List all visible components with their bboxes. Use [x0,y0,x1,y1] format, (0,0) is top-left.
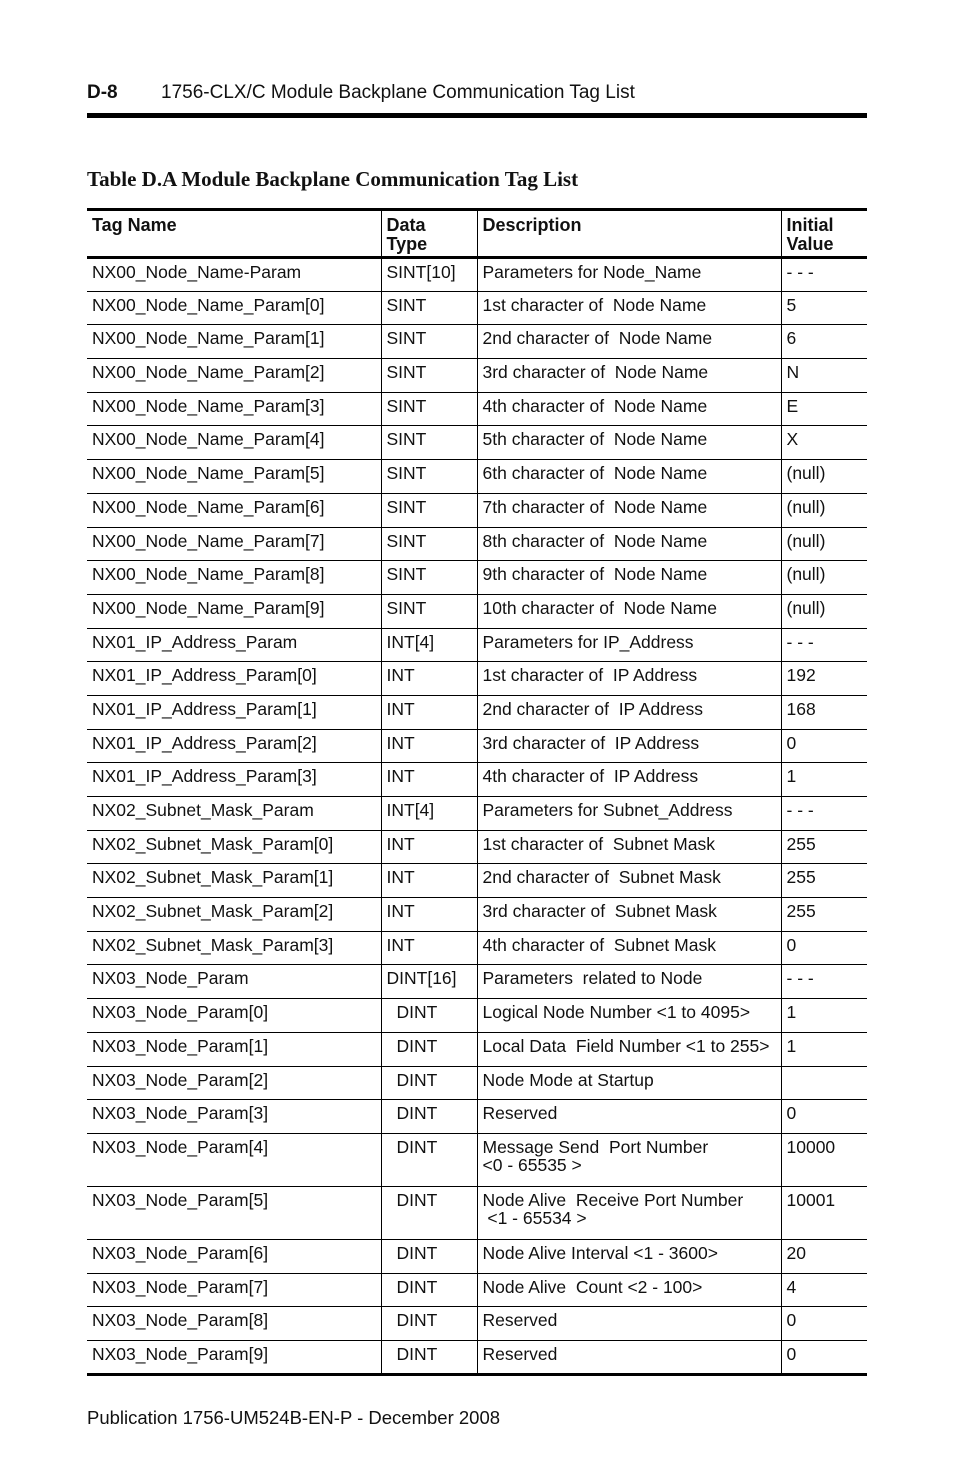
description-line: 1st character of Subnet Mask [482,833,715,854]
table-row [87,729,867,763]
description-cell [477,1100,781,1134]
description-line: 1st character of IP Address [482,665,698,686]
table-row [87,325,867,359]
data-type-cell: INT [381,864,477,898]
tag-name-cell: NX00_Node_Name-Param [87,258,381,292]
data-type-cell: DINT[16] [381,965,477,999]
column-header-line: Value [786,234,834,254]
data-type-cell: INT [381,695,477,729]
description-cell [477,493,781,527]
description-cell [477,359,781,393]
column-header-line: Tag Name [92,215,177,235]
data-type-cell: DINT [381,1239,477,1273]
description-line: Local Data Field Number <1 to 255> [482,1035,770,1056]
data-type-cell: SINT [381,594,477,628]
initial-value-cell: 10000 [781,1133,867,1186]
tag-name-cell: NX01_IP_Address_Param[2] [87,729,381,763]
description-cell [477,830,781,864]
column-header-tag-name [87,210,381,258]
table-row [87,695,867,729]
table-row [87,1239,867,1273]
tag-name-cell: NX03_Node_Param[5] [87,1186,381,1239]
description-cell [477,1273,781,1307]
data-type-cell: SINT [381,561,477,595]
table-row [87,392,867,426]
tag-name-cell: NX00_Node_Name_Param[7] [87,527,381,561]
tag-name-cell: NX02_Subnet_Mask_Param [87,797,381,831]
description-cell [477,662,781,696]
tag-name-cell: NX00_Node_Name_Param[4] [87,426,381,460]
data-type-cell: INT [381,729,477,763]
data-type-cell: DINT [381,1032,477,1066]
table-row [87,426,867,460]
tag-name-cell: NX03_Node_Param[9] [87,1340,381,1374]
initial-value-cell: (null) [781,460,867,494]
description-line: Parameters for Node_Name [482,262,702,282]
initial-value-cell: N [781,359,867,393]
data-type-cell: DINT [381,1307,477,1341]
tag-name-cell: NX03_Node_Param[6] [87,1239,381,1273]
description-line: 8th character of Node Name [482,530,708,551]
table-row [87,931,867,965]
table-row [87,628,867,662]
description-line: 2nd character of Node Name [482,328,713,349]
tag-name-cell: NX00_Node_Name_Param[8] [87,561,381,595]
description-line: Node Alive Count <2 - 100> [482,1276,703,1297]
data-type-cell: INT [381,898,477,932]
initial-value-cell: 20 [781,1239,867,1273]
table-row [87,291,867,325]
description-line: 5th character of Node Name [482,429,708,450]
data-type-cell: SINT [381,291,477,325]
table-row [87,797,867,831]
table-row [87,1066,867,1100]
tag-name-cell: NX00_Node_Name_Param[5] [87,460,381,494]
table-row [87,1133,867,1186]
table-body [87,258,867,1375]
data-type-cell: INT [381,830,477,864]
table-row [87,864,867,898]
description-line: Node Mode at Startup [482,1069,654,1090]
tag-name-cell: NX01_IP_Address_Param[3] [87,763,381,797]
table-row [87,594,867,628]
description-line: 9th character of Node Name [482,564,708,585]
description-line: 1st character of Node Name [482,294,707,315]
initial-value-cell: - - - [781,797,867,831]
data-type-cell: DINT [381,999,477,1033]
description-line: 10th character of Node Name [482,597,717,618]
description-line: 7th character of Node Name [482,496,708,517]
description-line: Node Alive Receive Port Number [482,1189,744,1210]
description-line: Reserved [482,1103,558,1124]
description-cell [477,258,781,292]
tag-name-cell: NX00_Node_Name_Param[3] [87,392,381,426]
data-type-cell: SINT[10] [381,258,477,292]
tag-name-cell: NX03_Node_Param[8] [87,1307,381,1341]
table-caption: Table D.A Module Backplane Communication Tag List [87,167,579,191]
tag-list-table [87,208,867,1376]
data-type-cell: DINT [381,1066,477,1100]
initial-value-cell: 255 [781,864,867,898]
description-cell [477,1066,781,1100]
description-line: 3rd character of Subnet Mask [482,901,717,922]
description-cell [477,898,781,932]
table-row [87,493,867,527]
description-line: Message Send Port Number [482,1136,709,1157]
publication-footer: Publication 1756-UM524B-EN-P - December 2008 [87,1407,501,1428]
tag-name-cell: NX00_Node_Name_Param[9] [87,594,381,628]
initial-value-cell: 1 [781,1032,867,1066]
tag-name-cell: NX03_Node_Param[1] [87,1032,381,1066]
description-cell [477,1186,781,1239]
initial-value-cell [781,1066,867,1100]
tag-name-cell: NX00_Node_Name_Param[1] [87,325,381,359]
initial-value-cell: - - - [781,258,867,292]
tag-name-cell: NX03_Node_Param[2] [87,1066,381,1100]
tag-name-cell: NX03_Node_Param[4] [87,1133,381,1186]
data-type-cell: DINT [381,1273,477,1307]
initial-value-cell: 5 [781,291,867,325]
initial-value-cell: - - - [781,965,867,999]
table-row [87,1273,867,1307]
initial-value-cell: (null) [781,527,867,561]
data-type-cell: INT [381,662,477,696]
description-cell [477,931,781,965]
initial-value-cell: 0 [781,1100,867,1134]
initial-value-cell: (null) [781,561,867,595]
description-cell [477,695,781,729]
tag-name-cell: NX01_IP_Address_Param [87,628,381,662]
description-line: 4th character of Node Name [482,395,708,416]
description-cell [477,392,781,426]
data-type-cell: SINT [381,325,477,359]
description-line: Parameters for IP_Address [482,631,694,652]
initial-value-cell: X [781,426,867,460]
data-type-cell: DINT [381,1133,477,1186]
table-header-row [87,210,867,258]
column-header-description [477,210,781,258]
description-line: Reserved [482,1343,558,1364]
description-cell [477,561,781,595]
description-cell [477,1239,781,1273]
data-type-cell: INT [381,763,477,797]
tag-name-cell: NX03_Node_Param [87,965,381,999]
description-cell [477,1340,781,1374]
description-line: 4th character of Subnet Mask [482,934,716,955]
initial-value-cell: (null) [781,594,867,628]
initial-value-cell: (null) [781,493,867,527]
initial-value-cell: 1 [781,999,867,1033]
table-row [87,258,867,292]
data-type-cell: SINT [381,392,477,426]
description-line: Reserved [482,1310,558,1331]
table-row [87,965,867,999]
table-row [87,662,867,696]
page-number: D-8 [87,82,118,103]
table-row [87,527,867,561]
data-type-cell: SINT [381,493,477,527]
initial-value-cell: 0 [781,729,867,763]
description-cell [477,426,781,460]
description-cell [477,527,781,561]
tag-name-cell: NX02_Subnet_Mask_Param[1] [87,864,381,898]
table-row [87,561,867,595]
description-line: Node Alive Interval <1 - 3600> [482,1242,718,1263]
initial-value-cell: - - - [781,628,867,662]
description-line: 4th character of IP Address [482,766,699,787]
data-type-cell: DINT [381,1340,477,1374]
running-title: 1756-CLX/C Module Backplane Communication Tag List [161,82,635,103]
data-type-cell: SINT [381,527,477,561]
tag-name-cell: NX01_IP_Address_Param[1] [87,695,381,729]
description-line: Parameters related to Node [482,968,703,989]
description-cell [477,1307,781,1341]
header-rule [87,113,867,118]
table-row [87,460,867,494]
description-line: Parameters for Subnet_Address [482,800,733,820]
description-cell [477,1133,781,1186]
description-cell [477,965,781,999]
description-line: 2nd character of IP Address [482,698,704,719]
initial-value-cell: 1 [781,763,867,797]
table-row [87,999,867,1033]
data-type-cell: DINT [381,1186,477,1239]
tag-name-cell: NX02_Subnet_Mask_Param[0] [87,830,381,864]
data-type-cell: DINT [381,1100,477,1134]
description-cell [477,729,781,763]
description-cell [477,797,781,831]
table-row [87,1100,867,1134]
description-line: 6th character of Node Name [482,463,708,484]
tag-name-cell: NX01_IP_Address_Param[0] [87,662,381,696]
initial-value-cell: 255 [781,830,867,864]
data-type-cell: SINT [381,426,477,460]
initial-value-cell: 255 [781,898,867,932]
initial-value-cell: 0 [781,1307,867,1341]
column-header-line: Initial [786,215,834,235]
description-line: Logical Node Number <1 to 4095> [482,1002,751,1023]
table-row [87,359,867,393]
description-line: <0 - 65535 > [482,1154,582,1175]
table-row [87,898,867,932]
initial-value-cell: 192 [781,662,867,696]
column-header-line: Data [386,215,426,235]
table-row [87,1186,867,1239]
table-row [87,763,867,797]
data-type-cell: SINT [381,460,477,494]
initial-value-cell: E [781,392,867,426]
tag-name-cell: NX03_Node_Param[7] [87,1273,381,1307]
description-cell [477,864,781,898]
column-header-data-type [381,210,477,258]
table-row [87,1307,867,1341]
tag-name-cell: NX00_Node_Name_Param[6] [87,493,381,527]
tag-name-cell: NX03_Node_Param[0] [87,999,381,1033]
initial-value-cell: 4 [781,1273,867,1307]
tag-name-cell: NX02_Subnet_Mask_Param[3] [87,931,381,965]
description-cell [477,628,781,662]
description-cell [477,1032,781,1066]
tag-name-cell: NX00_Node_Name_Param[2] [87,359,381,393]
description-cell [477,999,781,1033]
tag-name-cell: NX02_Subnet_Mask_Param[2] [87,898,381,932]
description-cell [477,594,781,628]
table-row [87,1340,867,1374]
description-line: 3rd character of Node Name [482,362,709,383]
initial-value-cell: 10001 [781,1186,867,1239]
table-row [87,830,867,864]
tag-name-cell: NX00_Node_Name_Param[0] [87,291,381,325]
description-line: 3rd character of IP Address [482,732,700,753]
initial-value-cell: 0 [781,931,867,965]
description-line: 2nd character of Subnet Mask [482,867,721,888]
column-header-initial-value [781,210,867,258]
description-cell [477,291,781,325]
data-type-cell: INT[4] [381,797,477,831]
initial-value-cell: 0 [781,1340,867,1374]
description-line: <1 - 65534 > [482,1207,587,1228]
description-cell [477,325,781,359]
column-header-line: Description [482,215,582,235]
table-row [87,1032,867,1066]
data-type-cell: SINT [381,359,477,393]
column-header-line: Type [386,234,428,254]
description-cell [477,460,781,494]
initial-value-cell: 6 [781,325,867,359]
data-type-cell: INT[4] [381,628,477,662]
description-cell [477,763,781,797]
running-header [87,80,867,106]
data-type-cell: INT [381,931,477,965]
tag-name-cell: NX03_Node_Param[3] [87,1100,381,1134]
initial-value-cell: 168 [781,695,867,729]
